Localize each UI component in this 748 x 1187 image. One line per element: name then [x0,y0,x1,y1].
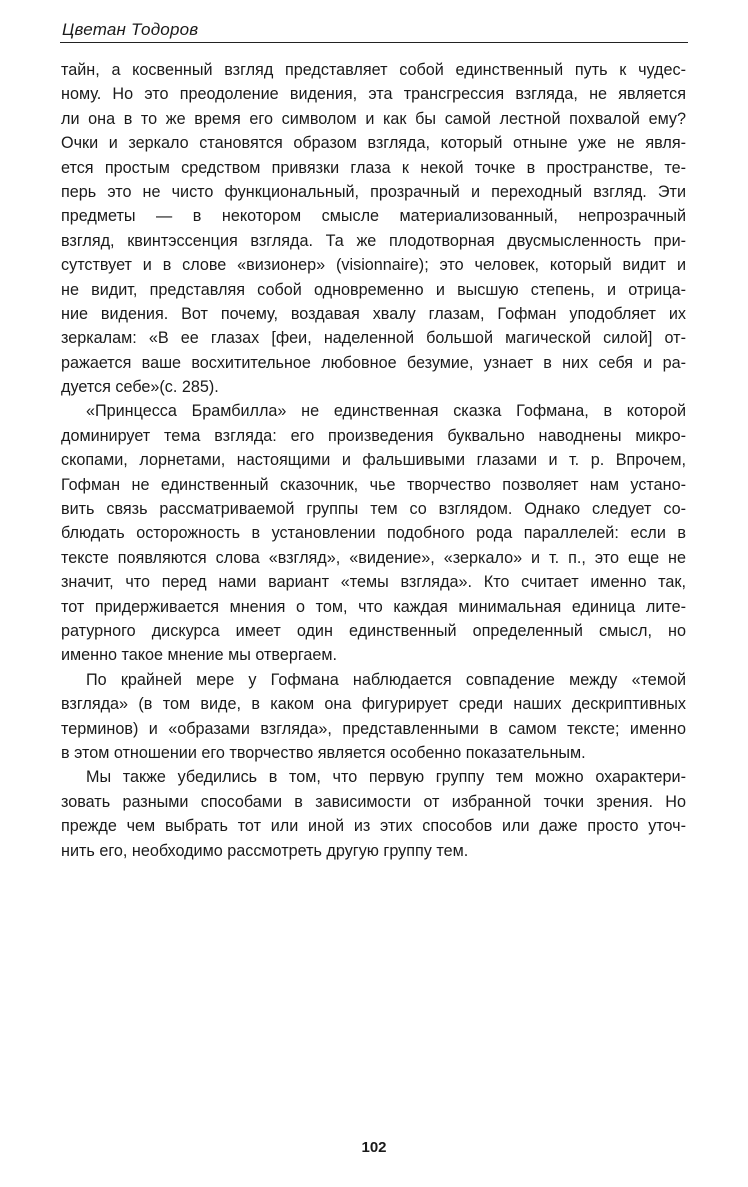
text-line: тайн, а косвенный взгляд представляет собой единственный путь к чудес- [61,61,686,79]
text-line: сутствует и в слове «визионер» (visionnaire); это человек, который видит и [61,256,686,275]
page-number: 102 [361,1139,387,1156]
paragraph [61,399,686,667]
text-line: прежде чем выбрать тот или иной из этих способов или даже просто уточ- [61,817,686,836]
paragraph [61,58,686,399]
text-line: в этом отношении его творчество является особенно показательным. [61,743,586,762]
running-header [60,18,688,43]
text-line: скопами, лорнетами, настоящими и фальшивыми глазами и т. р. Впрочем, [61,451,686,470]
text-line: зеркалам: «В ее глазах [феи, наделенной большой магической силой] от- [61,329,686,348]
text-line: По крайней мере у Гофмана наблюдается совпадение между «темой [86,670,686,689]
text-line: Мы также убедились в том, что первую группу тем можно охарактери- [86,768,686,787]
text-line: тот придерживается мнения о том, что каждая минимальная единица лите- [61,597,686,616]
text-line: перь это не чисто функциональный, прозрачный и переходный взгляд. Эти [61,182,686,201]
text-line: блюдать осторожность в установлении подобного рода параллелей: если в [61,524,686,543]
text-line: доминирует тема взгляда: его произведения буквально наводнены микро- [61,426,686,445]
text-line: терминов) и «образами взгляда», представленными в самом тексте; именно [61,719,686,738]
text-line: тексте появляются слова «взгляд», «видение», «зеркало» и т. п., это еще не [61,548,686,567]
text-line: взгляда» (в том виде, в каком она фигурирует среди наших дескриптивных [61,695,686,714]
text-line: именно такое мнение мы отвергаем. [61,646,338,665]
text-line: не видит, представляя собой одновременно и высшую степень, и отрица- [61,280,686,299]
text-line: ному. Но это преодоление видения, эта трансгрессия взгляда, не является [61,85,686,104]
text-line: ражается ваше восхитительное любовное безумие, узнает в них себя и ра- [61,353,686,372]
text-line: Очки и зеркало становятся образом взгляда, который отныне уже не явля- [61,134,686,153]
body-text [61,58,686,863]
text-line: нить его, необходимо рассмотреть другую группу тем. [61,841,469,860]
text-line: взгляд, квинтэссенция взгляда. Та же плодотворная двусмысленность при- [61,231,686,250]
header-author: Цветан Тодоров [62,20,199,39]
text-line: дуется себе»(с. 285). [61,378,219,397]
text-line: значит, что перед нами вариант «темы взгляда». Кто считает именно так, [61,573,686,592]
text-line: ратурного дискурса имеет один единственный определенный смысл, но [61,621,686,640]
text-line: предметы — в некотором смысле материализованный, непрозрачный [61,207,686,226]
text-line: вить связь рассматриваемой группы тем со взглядом. Однако следует со- [61,500,686,519]
paragraph [61,668,686,766]
text-line: Гофман не единственный сказочник, чье творчество позволяет нам устано- [61,475,686,494]
text-line: ется простым средством привязки глаза к некой точке в пространстве, те- [61,158,686,177]
text-line: зовать разными способами в зависимости от избранной точки зрения. Но [61,792,686,811]
text-line: ние видения. Вот почему, воздавая хвалу глазам, Гофман уподобляет их [61,304,686,323]
text-line: ли она в то же время его символом и как бы самой лестной похвалой ему? [61,109,686,128]
paragraph [61,765,686,863]
text-line: «Принцесса Брамбилла» не единственная сказка Гофмана, в которой [86,402,686,421]
